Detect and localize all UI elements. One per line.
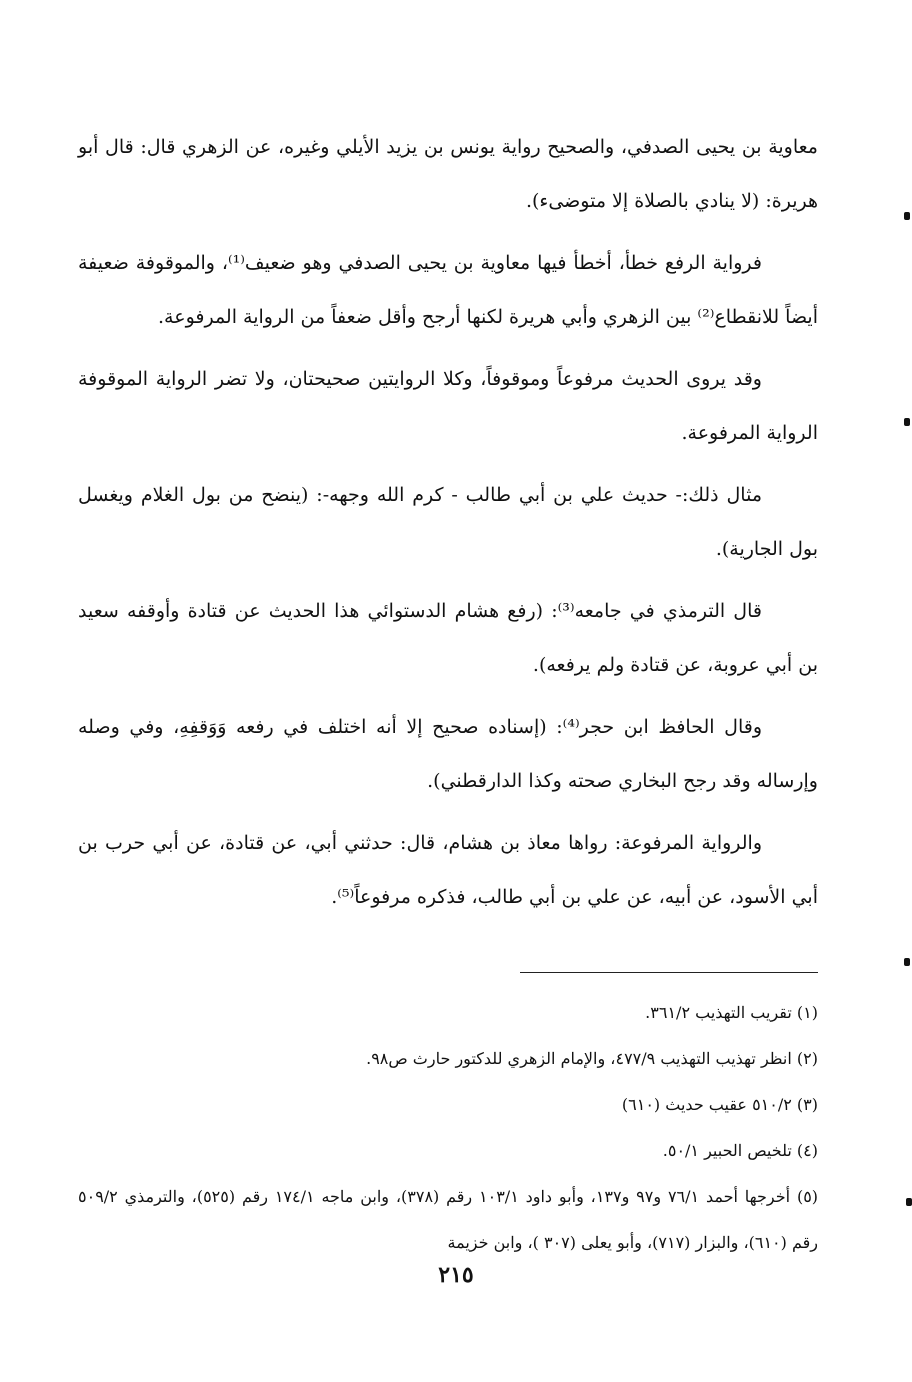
paragraph-5: قال الترمذي في جامعه⁽³⁾: (رفع هشام الدستوائي هذا الحديث عن قتادة وأوقفه سعيد بن أبي عروبة، عن قتادة ولم يرفعه). xyxy=(78,600,818,676)
page-number: ٢١٥ xyxy=(438,1262,474,1288)
footnote-3: (٣) ٥١٠/٢ عقيب حديث (٦١٠) xyxy=(621,1095,818,1114)
scan-mark xyxy=(906,1198,912,1206)
paragraph-2: فرواية الرفع خطأ، أخطأ فيها معاوية بن يحيى الصدفي وهو ضعيف⁽¹⁾، والموقوفة ضعيفة أيضاً للانقطاع⁽²⁾ بين الزهري وأبي هريرة لكنها أرجح وأقل ضعفاً من الرواية المرفوعة. xyxy=(78,252,818,328)
footnote-divider xyxy=(520,972,818,973)
main-text xyxy=(78,120,818,932)
footnotes xyxy=(78,990,818,1266)
paragraph-7: والرواية المرفوعة: رواها معاذ بن هشام، قال: حدثني أبي، عن قتادة، عن أبي حرب بن أبي الأسود، عن أبيه، عن علي بن أبي طالب، فذكره مرفوعاً⁽⁵⁾. xyxy=(78,832,818,908)
footnote-1: (١) تقريب التهذيب ٣٦١/٢. xyxy=(645,1003,818,1022)
paragraph-6: وقال الحافظ ابن حجر⁽⁴⁾: (إسناده صحيح إلا أنه اختلف في رفعه وَوَقفِهِ، وفي وصله وإرساله وقد رجح البخاري صحته وكذا الدارقطني). xyxy=(78,716,818,792)
footnote-5: (٥) أخرجها أحمد ٧٦/١ و٩٧ و١٣٧، وأبو داود ١٠٣/١ رقم (٣٧٨)، وابن ماجه ١٧٤/١ رقم (٥٢٥)، والترمذي ٥٠٩/٢ رقم (٦١٠)، والبزار (٧١٧)، وأبو يعلى (٣٠٧ )، وابن خزيمة xyxy=(78,1187,819,1252)
scan-mark xyxy=(904,958,910,966)
paragraph-1: معاوية بن يحيى الصدفي، والصحيح رواية يونس بن يزيد الأيلي وغيره، عن الزهري قال: قال أبو هريرة: (لا ينادي بالصلاة إلا متوضىء). xyxy=(78,136,818,212)
scan-mark xyxy=(904,212,910,220)
paragraph-4: مثال ذلك:- حديث علي بن أبي طالب - كرم الله وجهه-: (ينضح من بول الغلام ويغسل بول الجارية). xyxy=(78,484,818,560)
paragraph-3: وقد يروى الحديث مرفوعاً وموقوفاً، وكلا الروايتين صحيحتان، ولا تضر الرواية الموقوفة الرواية المرفوعة. xyxy=(78,368,818,444)
footnote-4: (٤) تلخيص الحبير ٥٠/١. xyxy=(662,1141,818,1160)
scan-mark xyxy=(904,418,910,426)
footnote-2: (٢) انظر تهذيب التهذيب ٤٧٧/٩، والإمام الزهري للدكتور حارث ص٩٨. xyxy=(366,1049,818,1068)
